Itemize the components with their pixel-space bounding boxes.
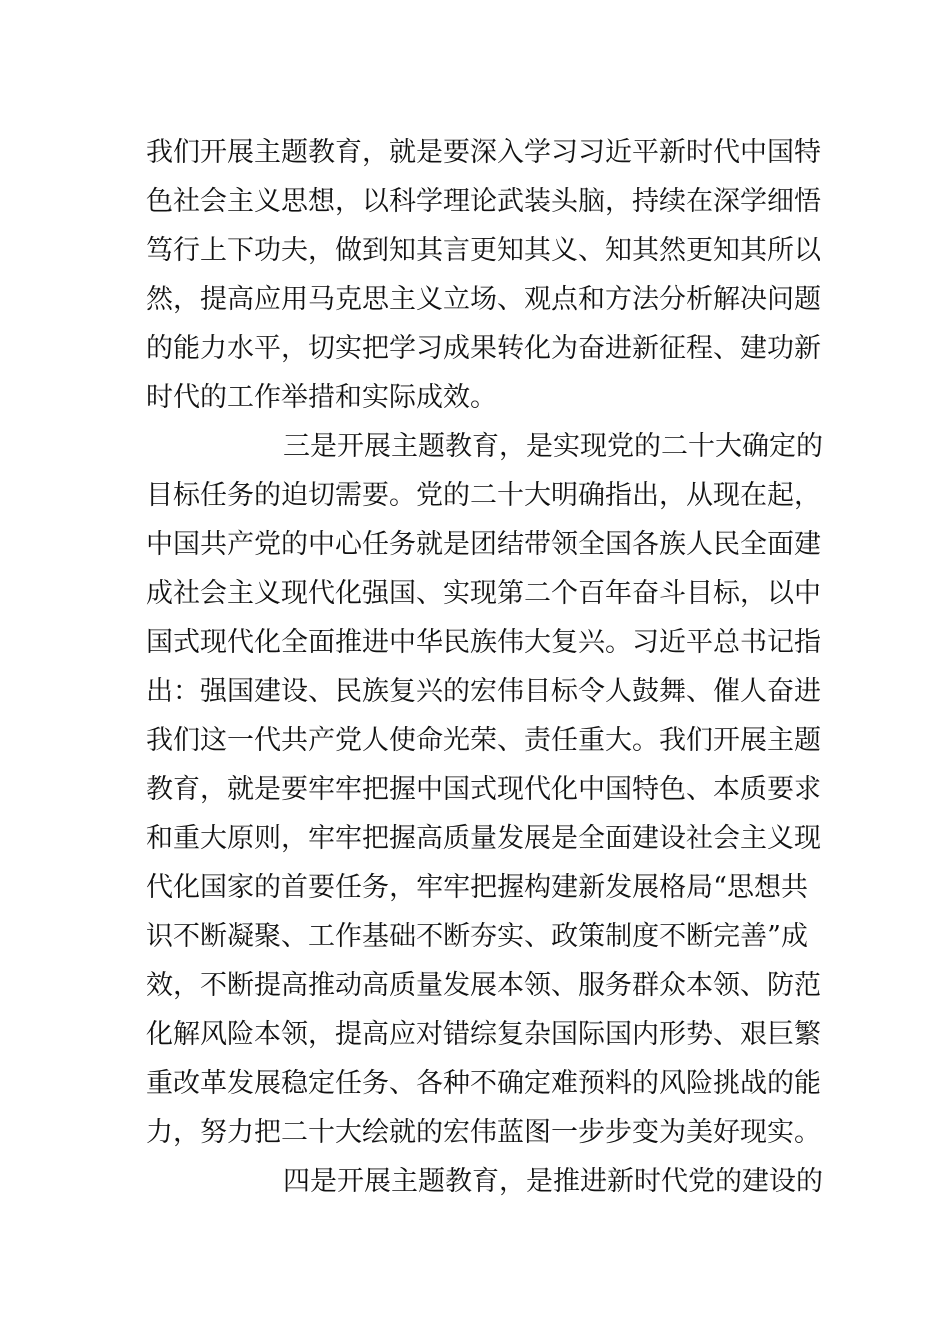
text-line: 笃行上下功夫，做到知其言更知其义、知其然更知其所以 — [146, 235, 821, 266]
text-line: 我们这一代共产党人使命光荣、责任重大。我们开展主题 — [146, 725, 821, 756]
text-line: 目标任务的迫切需要。党的二十大明确指出，从现在起， — [146, 480, 821, 511]
text-line: 中国共产党的中心任务就是团结带领全国各族人民全面建 — [146, 529, 821, 560]
text-line: 重改革发展稳定任务、各种不确定难预料的风险挑战的能 — [146, 1068, 821, 1099]
text-line: 教育，就是要牢牢把握中国式现代化中国特色、本质要求 — [146, 774, 821, 805]
text-line: 化解风险本领，提高应对错综复杂国际国内形势、艰巨繁 — [146, 1019, 821, 1050]
text-line: 时代的工作举措和实际成效。 — [146, 382, 497, 413]
text-line: 效，不断提高推动高质量发展本领、服务群众本领、防范 — [146, 970, 821, 1001]
text-line: 成社会主义现代化强国、实现第二个百年奋斗目标，以中 — [146, 578, 821, 609]
text-line: 国式现代化全面推进中华民族伟大复兴。习近平总书记指 — [146, 627, 821, 658]
text-line: 识不断凝聚、工作基础不断夯实、政策制度不断完善”成 — [146, 921, 808, 952]
text-line: 出：强国建设、民族复兴的宏伟目标令人鼓舞、催人奋进 — [146, 676, 821, 707]
paragraph-heading-four: 四是开展主题教育，是推进新时代党的建设的 — [283, 1166, 823, 1197]
text-line: 代化国家的首要任务，牢牢把握构建新发展格局“思想共 — [146, 872, 808, 903]
text-line: 力，努力把二十大绘就的宏伟蓝图一步步变为美好现实。 — [146, 1117, 821, 1148]
text-line: 和重大原则，牢牢把握高质量发展是全面建设社会主义现 — [146, 823, 821, 854]
text-line: 色社会主义思想，以科学理论武装头脑，持续在深学细悟 — [146, 186, 821, 217]
paragraph-heading-three: 三是开展主题教育，是实现党的二十大确定的 — [283, 431, 823, 462]
text-line: 然，提高应用马克思主义立场、观点和方法分析解决问题 — [146, 284, 821, 315]
text-line: 的能力水平，切实把学习成果转化为奋进新征程、建功新 — [146, 333, 821, 364]
text-line: 我们开展主题教育，就是要深入学习习近平新时代中国特 — [146, 137, 821, 168]
